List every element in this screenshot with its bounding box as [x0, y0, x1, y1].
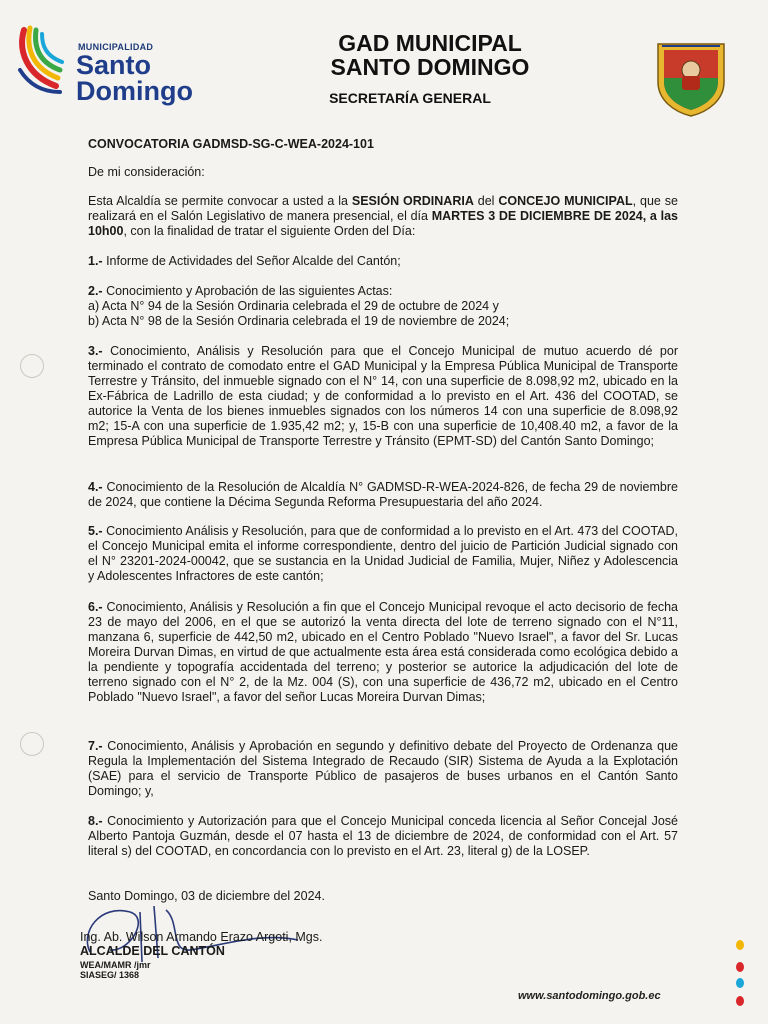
agenda-item-7: 7.- Conocimiento, Análisis y Aprobación en segundo y definitivo debate del Proyecto de Ordenanza que Regula la Implementación del Sistema Integrado de Recaudo (SIR) Sistema de Ayuda a la Explotación (SAE) para el servicio de Transporte Público de pasajeros de buses urbanos en el Cantón Santo Domingo; y,	[88, 739, 678, 798]
header-title-2: SANTO DOMINGO	[330, 54, 530, 80]
greeting: De mi consideración:	[88, 165, 205, 179]
agenda-item-2: 2.- Conocimiento y Aprobación de las siguientes Actas: a) Acta N° 94 de la Sesión Ordinaria celebrada el 29 de octubre de 2024 y b) Acta N° 98 de la Sesión Ordinaria celebrada el 19 de noviembre de 2024;	[88, 284, 510, 328]
date-line: Santo Domingo, 03 de diciembre del 2024.	[88, 889, 325, 903]
agenda-item-1: 1.- Informe de Actividades del Señor Alcalde del Cantón;	[88, 254, 401, 268]
logo-swoosh-icon	[16, 20, 76, 98]
footer-deco-yellow	[736, 940, 744, 950]
logo-subtitle: MUNICIPALIDAD	[78, 42, 154, 52]
punch-hole-top	[20, 354, 44, 378]
logo-line-2: Domingo	[76, 76, 193, 106]
signer-name: Ing. Ab. Wilson Armando Erazo Argoti, Mgs.	[80, 930, 323, 944]
header-title-1: GAD MUNICIPAL	[338, 30, 522, 56]
agenda-item-3: 3.- Conocimiento, Análisis y Resolución para que el Concejo Municipal de mutuo acuerdo dé por terminado el contrato de comodato entre el GAD Municipal y la Empresa Pública Municipal de Transporte Terrestre y Tránsito, del inmueble signado con el N° 14, con una superficie de 8.098,92 m2, ubicado en la Ex-Fábrica de Ladrillo de esta ciudad; y de conformidad a lo previsto en el Art. 436 del COOTAD, se autorice la Venta de los bienes inmuebles signados con los números 14 con una superficie de 8.098,92 m2; 15-A con una superficie de 1.935,42 m2; y, 15-B con una superficie de 10,408.40 m2, a favor de la Empresa Pública Municipal de Transporte Terrestre y Tránsito (EPMT-SD) del Cantón Santo Domingo;	[88, 344, 678, 448]
agenda-item-5: 5.- Conocimiento Análisis y Resolución, para que de conformidad a lo previsto en el Art. 473 del COOTAD, el Concejo Municipal emita el informe correspondiente, dentro del juicio de Partición Judicial signado con el N° 23201-2024-00042, que se sustancia en la Unidad Judicial de Familia, Mujer, Niñez y Adolescencia y Adolescentes Infractores de este cantón;	[88, 524, 678, 583]
footer-website: www.santodomingo.gob.ec	[518, 990, 661, 1002]
footer-deco-red-2	[736, 996, 744, 1006]
signer-role: ALCALDE DEL CANTÓN	[80, 944, 225, 958]
header-subtitle: SECRETARÍA GENERAL	[329, 90, 491, 106]
agenda-item-6: 6.- Conocimiento, Análisis y Resolución a fin que el Concejo Municipal revoque el acto decisorio de fecha 23 de mayo del 2006, en el que se autorizó la venta directa del lote de terreno signado con el N°11, manzana 6, superficie de 442,50 m2, ubicado en el Centro Poblado "Nuevo Israel", a favor del Sr. Lucas Moreira Durvan Dimas, en virtud de que actualmente esta área está considerada como ecológica debido a la pendiente y topografía accidentada del terreno; y posterior se autorice la adjudicación del lote de terreno signado con el N° 2, de la Mz. 004 (S), con una superficie de 436,72 m2, ubicado en el Centro Poblado "Nuevo Israel", a favor del señor Lucas Moreira Durvan Dimas;	[88, 600, 678, 704]
agenda-item-8: 8.- Conocimiento y Autorización para que el Concejo Municipal conceda licencia al Señor Concejal José Alberto Pantoja Guzmán, desde el 07 hasta el 13 de diciembre de 2024, de conformidad con el Art. 57 literal s) del COOTAD, en concordancia con lo previsto en el Art. 23, literal g) de la LOSEP.	[88, 814, 678, 858]
agenda-item-2-sub-a: a) Acta N° 94 de la Sesión Ordinaria celebrada el 29 de octubre de 2024 y	[88, 299, 499, 313]
convocation-reference: CONVOCATORIA GADMSD-SG-C-WEA-2024-101	[88, 137, 374, 151]
reference-siaseg: SIASEG/ 1368	[80, 970, 140, 980]
footer-deco-red	[736, 962, 744, 972]
logo-line-1: Santo	[76, 50, 152, 80]
municipality-logo	[16, 20, 216, 106]
municipal-seal-icon	[654, 38, 728, 118]
agenda-item-2-sub-b: b) Acta N° 98 de la Sesión Ordinaria celebrada el 19 de noviembre de 2024;	[88, 314, 510, 328]
punch-hole-bottom	[20, 732, 44, 756]
footer-deco-blue	[736, 978, 744, 988]
reference-initials: WEA/MAMR /jmr	[80, 960, 151, 970]
intro-paragraph: Esta Alcaldía se permite convocar a usted a la SESIÓN ORDINARIA del CONCEJO MUNICIPAL, que se realizará en el Salón Legislativo de manera presencial, el día MARTES 3 DE DICIEMBRE DE 2024, a las 10h00, con la finalidad de tratar el siguiente Orden del Día:	[88, 194, 678, 238]
agenda-item-4: 4.- Conocimiento de la Resolución de Alcaldía N° GADMSD-R-WEA-2024-826, de fecha 29 de noviembre de 2024, que contiene la Décima Segunda Reforma Presupuestaria del año 2024.	[88, 480, 678, 509]
signature-block	[80, 930, 480, 980]
